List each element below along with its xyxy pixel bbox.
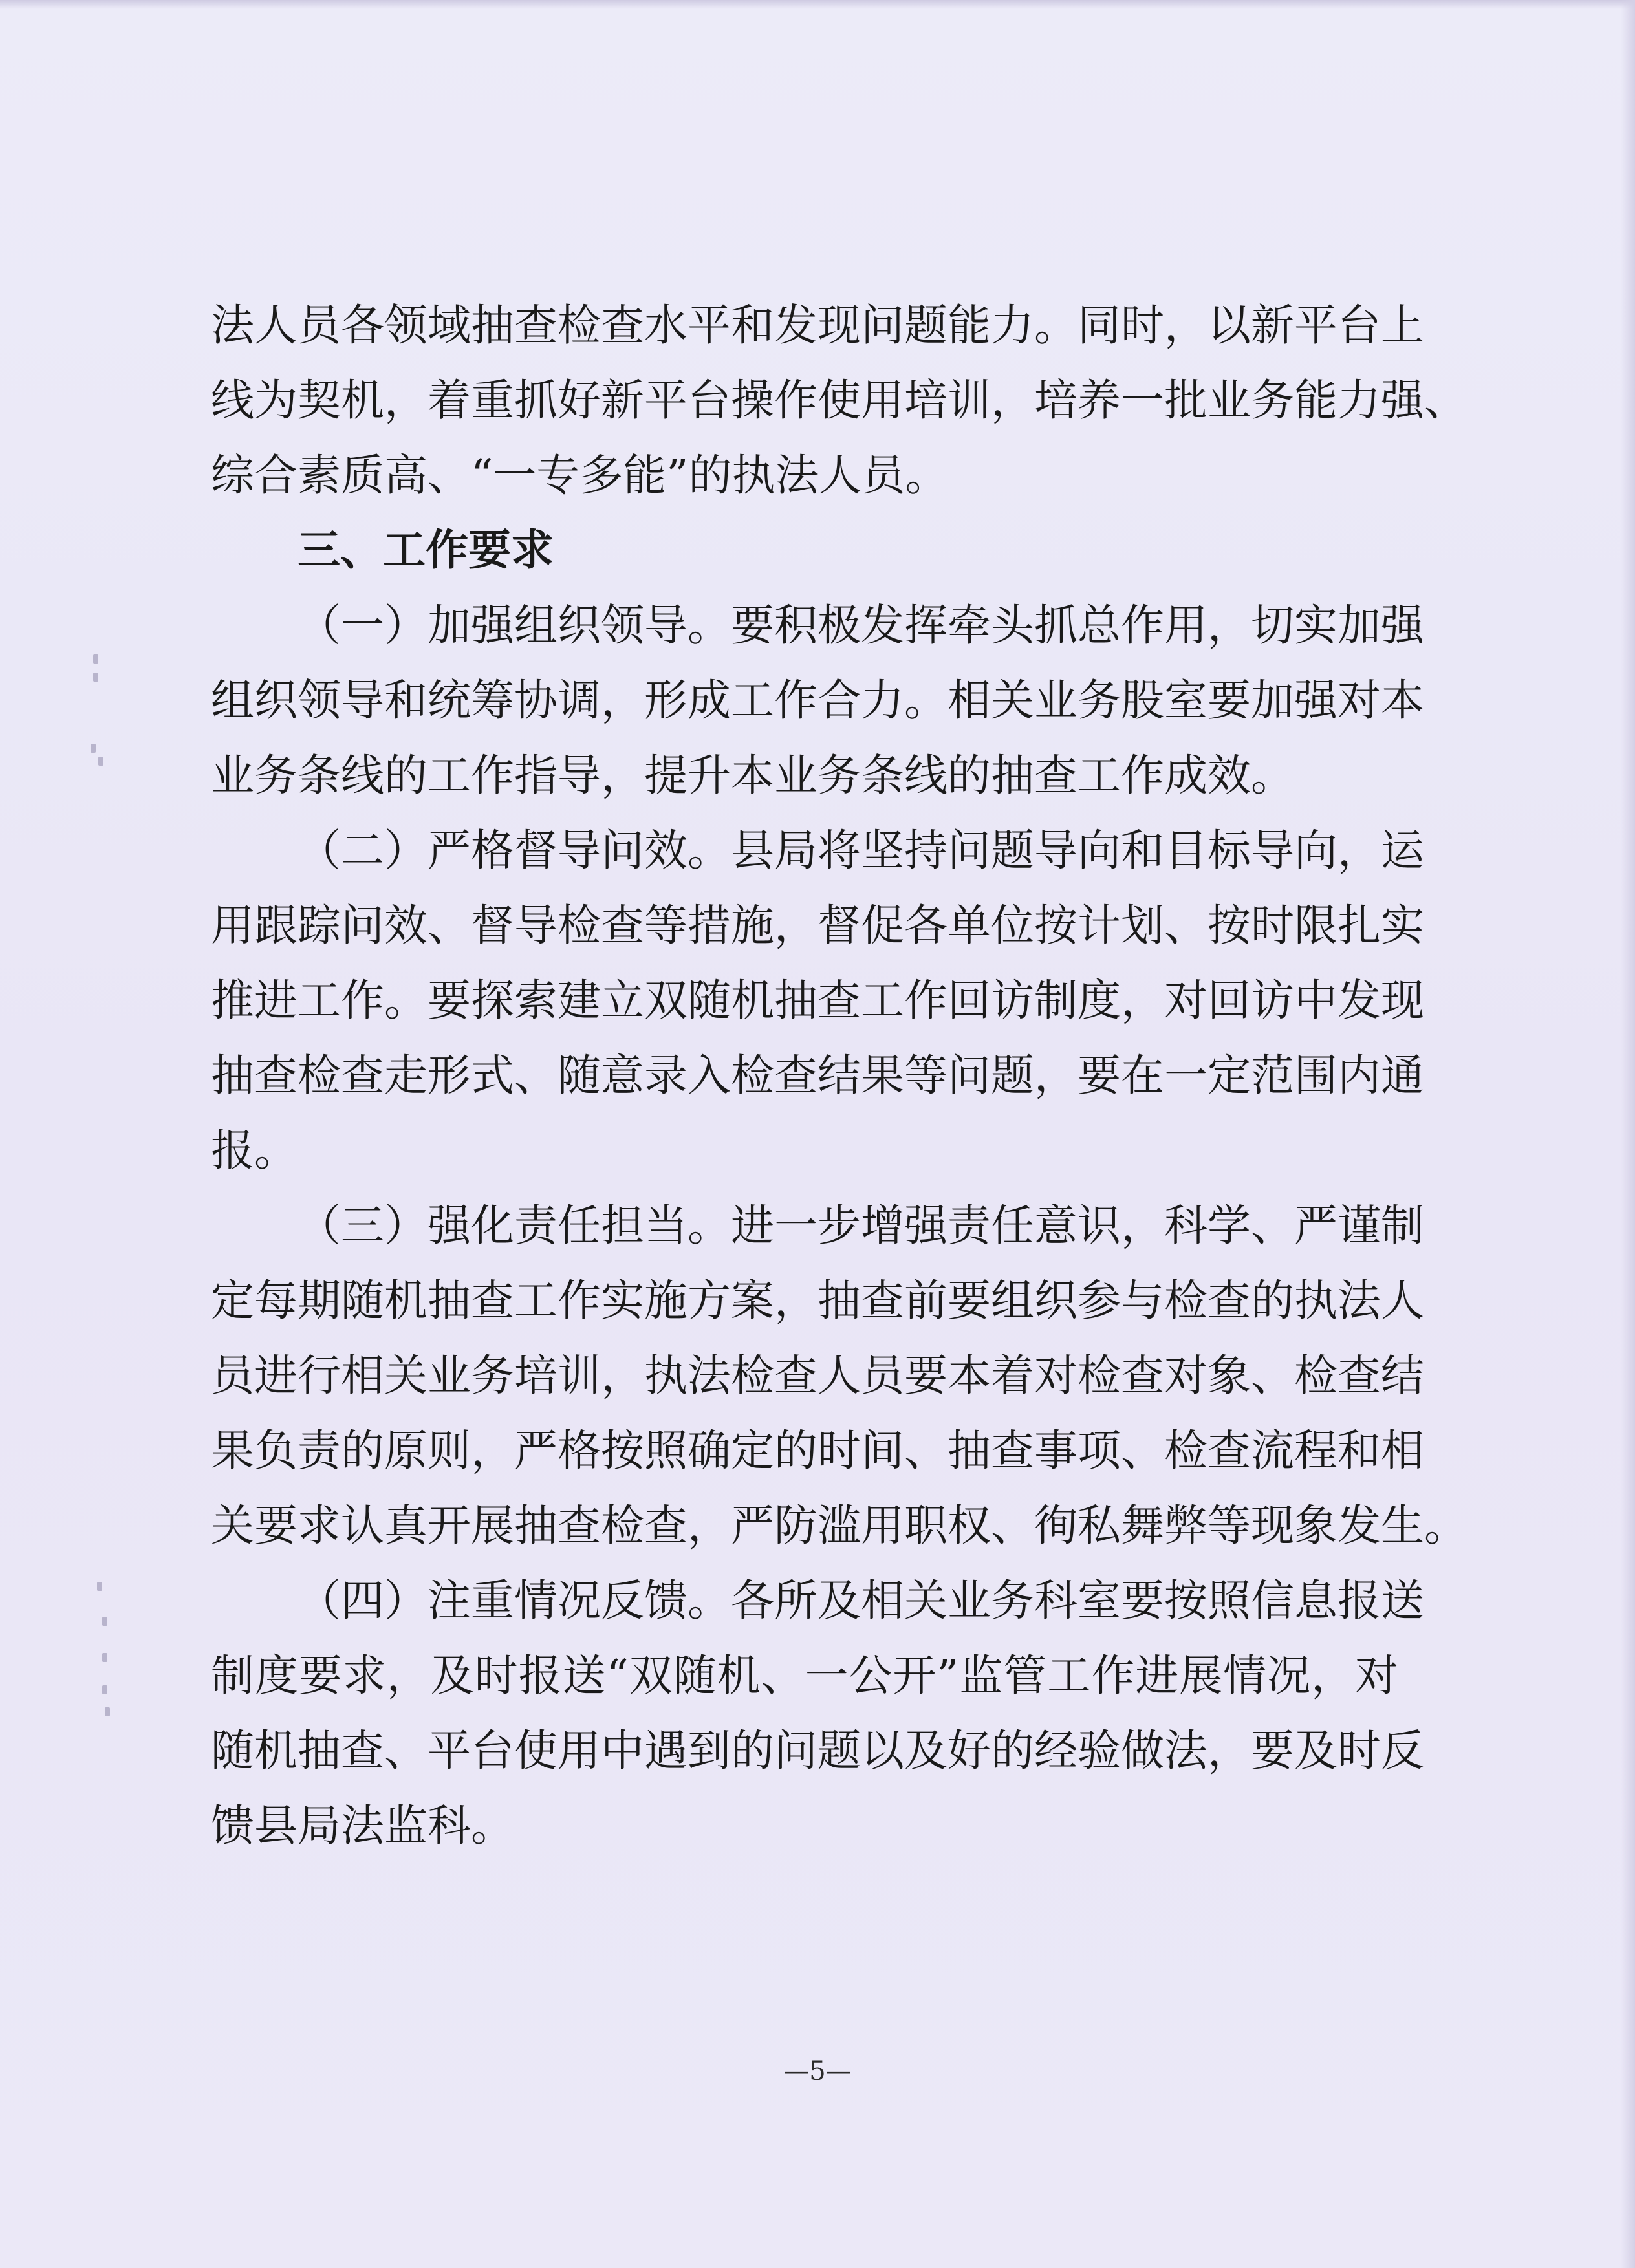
binding-hole-mark [97, 1582, 102, 1591]
binding-hole-mark [102, 1617, 107, 1626]
section-3-line: 关要求认真开展抽查检查，严防滥用职权、徇私舞弊等现象发生。 [211, 1500, 1467, 1551]
section-1-line: 组织领导和统筹协调，形成工作合力。相关业务股室要加强对本 [211, 675, 1424, 726]
section-1-line: 业务条线的工作指导，提升本业务条线的抽查工作成效。 [211, 750, 1294, 801]
binding-hole-mark [102, 1653, 107, 1662]
scan-edge-right [1621, 0, 1635, 2268]
binding-hole-mark [105, 1707, 110, 1716]
section-2-line: 推进工作。要探索建立双随机抽查工作回访制度，对回访中发现 [211, 975, 1424, 1026]
section-2-line: 用跟踪问效、督导检查等措施，督促各单位按计划、按时限扎实 [211, 900, 1424, 951]
section-2-line: 抽查检查走形式、随意录入检查结果等问题，要在一定范围内通 [211, 1050, 1424, 1101]
section-3-line: 定每期随机抽查工作实施方案，抽查前要组织参与检查的执法人 [211, 1275, 1424, 1326]
section-3-line: 员进行相关业务培训，执法检查人员要本着对检查对象、检查结 [211, 1350, 1424, 1401]
section-2-line: 报。 [211, 1125, 298, 1176]
section-4-line: 随机抽查、平台使用中遇到的问题以及好的经验做法，要及时反 [211, 1725, 1424, 1776]
binding-hole-mark [93, 654, 98, 664]
binding-hole-mark [91, 744, 96, 753]
section-4-line: 馈县局法监科。 [211, 1800, 514, 1851]
page-number: —5— [783, 2057, 852, 2086]
section-2-line: （二）严格督导问效。县局将坚持问题导向和目标导向，运 [298, 825, 1424, 876]
binding-hole-mark [93, 673, 98, 682]
binding-hole-mark [102, 1685, 107, 1694]
document-body [211, 288, 1467, 1863]
scan-edge-top [0, 0, 1635, 9]
section-4-line: （四）注重情况反馈。各所及相关业务科室要按照信息报送 [298, 1575, 1424, 1626]
body-line: 综合素质高、“一专多能”的执法人员。 [211, 450, 949, 501]
section-4-line: 制度要求，及时报送“双随机、一公开”监管工作进展情况，对 [211, 1650, 1398, 1701]
body-line: 法人员各领域抽查检查水平和发现问题能力。同时，以新平台上 [211, 300, 1424, 351]
section-3-line: （三）强化责任担当。进一步增强责任意识，科学、严谨制 [298, 1200, 1424, 1251]
section-heading: 三、工作要求 [298, 525, 554, 575]
binding-hole-mark [98, 757, 103, 766]
body-line: 线为契机，着重抓好新平台操作使用培训，培养一批业务能力强、 [211, 375, 1467, 426]
section-1-line: （一）加强组织领导。要积极发挥牵头抓总作用，切实加强 [298, 600, 1424, 651]
section-3-line: 果负责的原则，严格按照确定的时间、抽查事项、检查流程和相 [211, 1425, 1424, 1476]
